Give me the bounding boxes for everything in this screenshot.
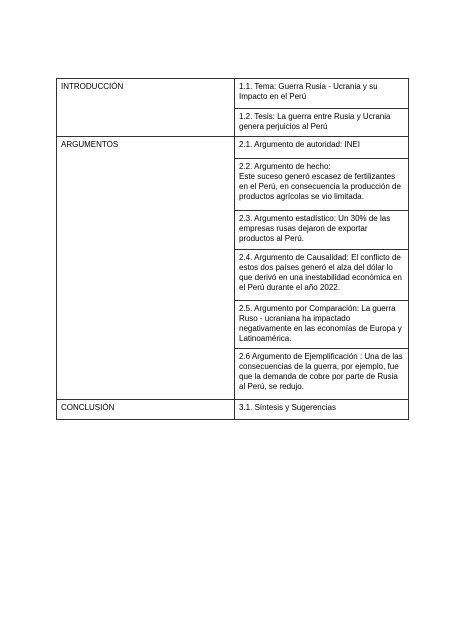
outline-item-1-2: 1.2. Tesis: La guerra entre Rusia y Ucrania genera perjuicios al Perú [235,109,409,137]
outline-item-2-4: 2.4. Argumento de Causalidad: El conflicto de estos dos países generó el alza del dólar lo que derivó en una inestabilidad económica en el Perú durante el año 2022. [235,250,409,301]
outline-item-2-3: 2.3. Argumento estadístico: Un 30% de las empresas rusas dejaron de exportar productos al Perú. [235,211,409,250]
section-label-conclusion: CONCLUSIÓN [57,400,235,420]
table-row [57,79,409,109]
section-label-argumentos: ARGUMENTOS [57,137,235,400]
outline-item-2-6: 2.6 Argumento de Ejemplificación : Una de las consecuencias de la guerra, por ejemplo, fue que la demanda de cobre por parte de Rusia al Perú, se redujo. [235,349,409,400]
outline-item-2-5: 2.5. Argumento por Comparación: La guerra Ruso - ucraniana ha impactado negativamente en las economías de Europa y Latinoamérica. [235,301,409,349]
outline-item-2-1: 2.1. Argumento de autoridad: INEI [235,137,409,159]
outline-item-2-2: 2.2. Argumento de hecho: Este suceso generó escasez de fertilizantes en el Perú, en consecuencia la producción de productos agrícolas se vio limitada. [235,159,409,211]
outline-item-1-1: 1.1. Tema: Guerra Rusia - Ucrania y su Impacto en el Perú [235,79,409,109]
table-row [57,400,409,420]
section-label-introduccion: INTRODUCCIÓN [57,79,235,137]
table-row [57,137,409,159]
outline-item-3-1: 3.1. Síntesis y Sugerencias [235,400,409,420]
outline-table [56,78,409,420]
